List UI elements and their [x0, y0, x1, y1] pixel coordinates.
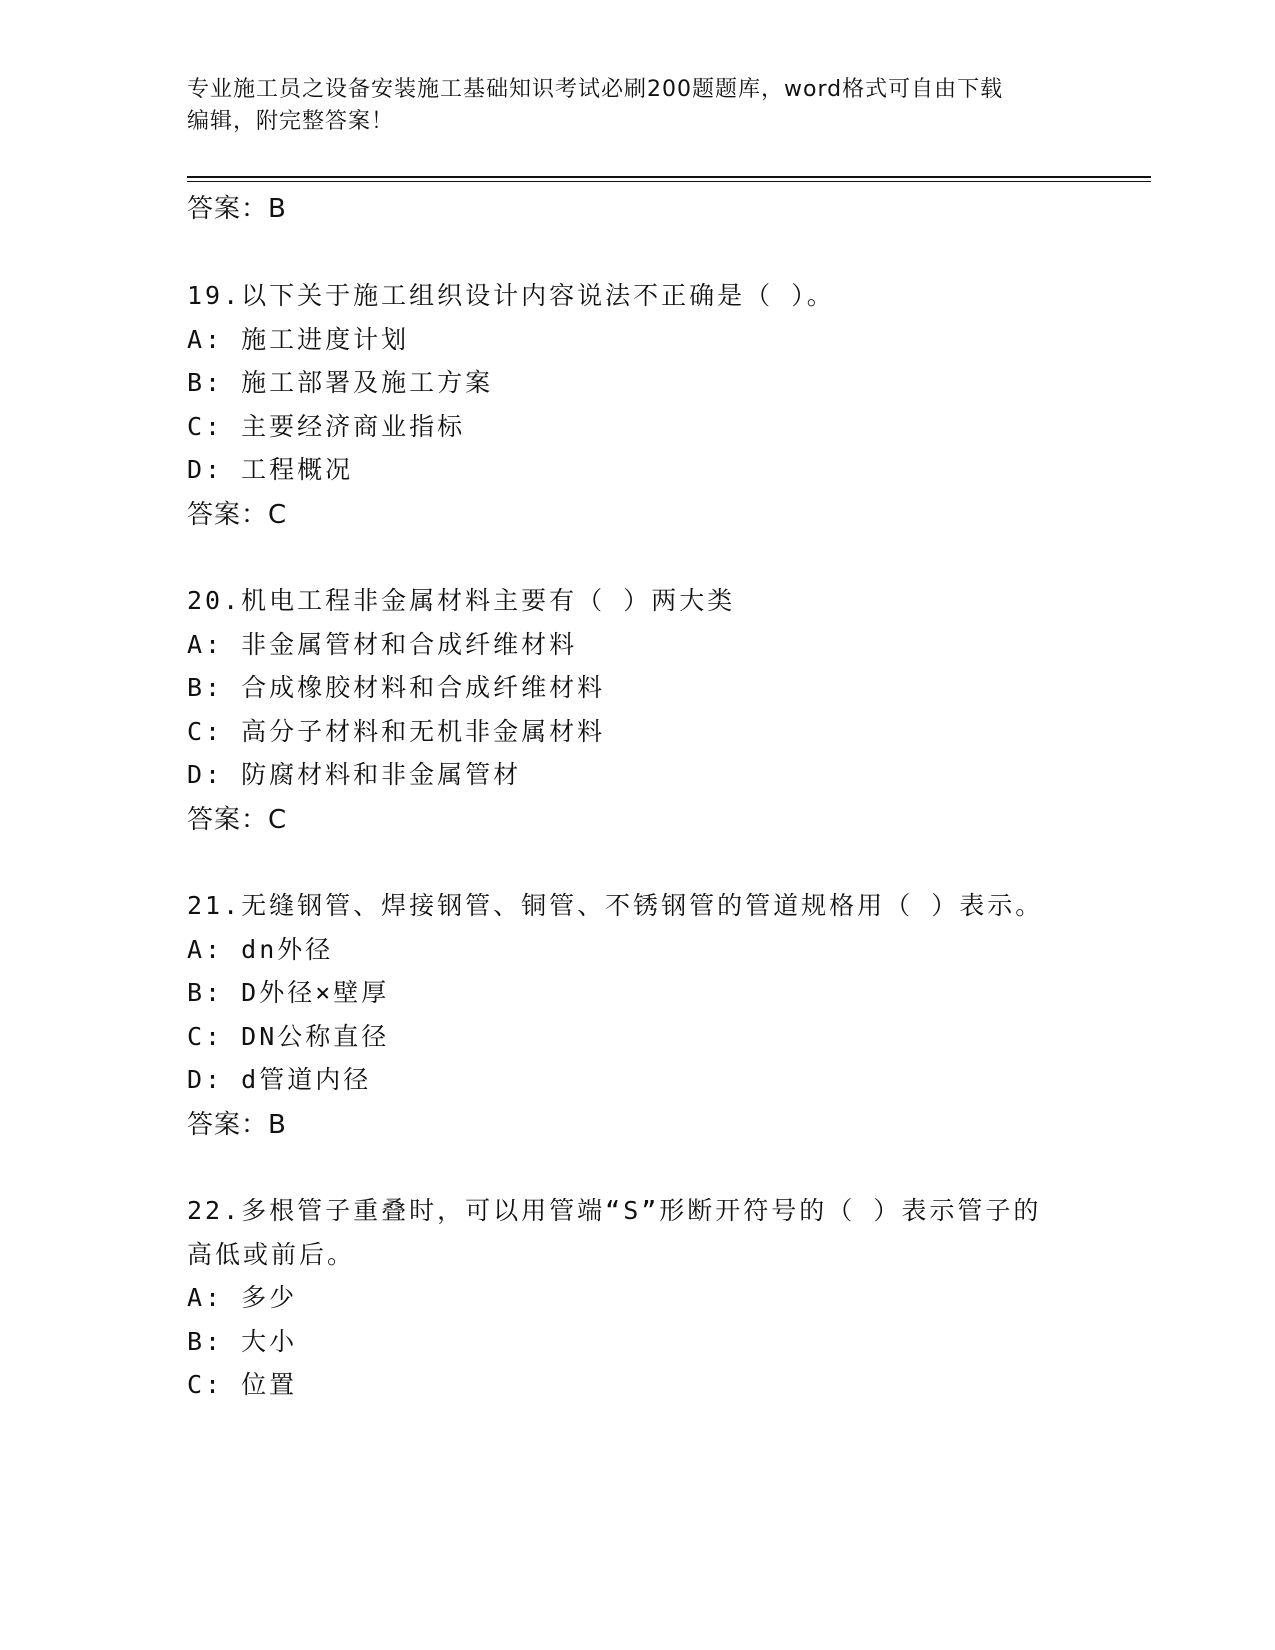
q21-option-c: C: DN公称直径 [187, 1022, 390, 1051]
q22-option-a: A: 多少 [187, 1283, 298, 1312]
q22-option-b: B: 大小 [187, 1327, 298, 1356]
header-line-1: 专业施工员之设备安装施工基础知识考试必刷200题题库，word格式可自由下载 [187, 77, 1004, 102]
q21-option-b: B: D外径×壁厚 [187, 978, 390, 1007]
q20-answer: 答案：C [187, 805, 288, 835]
q22-option-c: C: 位置 [187, 1370, 298, 1399]
q21-option-d: D: d管道内径 [187, 1065, 372, 1094]
q19-option-d: D: 工程概况 [187, 455, 354, 484]
q19-option-a: A: 施工进度计划 [187, 325, 410, 354]
question-19: 19.以下关于施工组织设计内容说法不正确是（ ）。 [187, 281, 835, 310]
q19-option-c: C: 主要经济商业指标 [187, 412, 466, 441]
q21-option-a: A: dn外径 [187, 935, 334, 964]
question-21: 21.无缝钢管、焊接钢管、铜管、不锈钢管的管道规格用（ ）表示。 [187, 891, 1044, 920]
q19-answer: 答案：C [187, 500, 288, 530]
header-rule-thick [187, 176, 1151, 178]
q20-option-b: B: 合成橡胶材料和合成纤维材料 [187, 673, 606, 702]
q19-option-b: B: 施工部署及施工方案 [187, 368, 494, 397]
header-rule-thin [187, 181, 1151, 182]
question-20: 20.机电工程非金属材料主要有（ ）两大类 [187, 586, 736, 615]
question-22-line-1: 22.多根管子重叠时，可以用管端“S”形断开符号的（ ）表示管子的 [187, 1196, 1042, 1225]
q20-option-a: A: 非金属管材和合成纤维材料 [187, 630, 578, 659]
header-line-2: 编辑，附完整答案！ [187, 109, 395, 134]
answer-prev: 答案：B [187, 194, 287, 224]
q20-option-d: D: 防腐材料和非金属管材 [187, 760, 522, 789]
page-header [187, 74, 1087, 138]
q20-option-c: C: 高分子材料和无机非金属材料 [187, 717, 606, 746]
q21-answer: 答案：B [187, 1110, 287, 1140]
question-22-line-2: 高低或前后。 [187, 1240, 356, 1269]
